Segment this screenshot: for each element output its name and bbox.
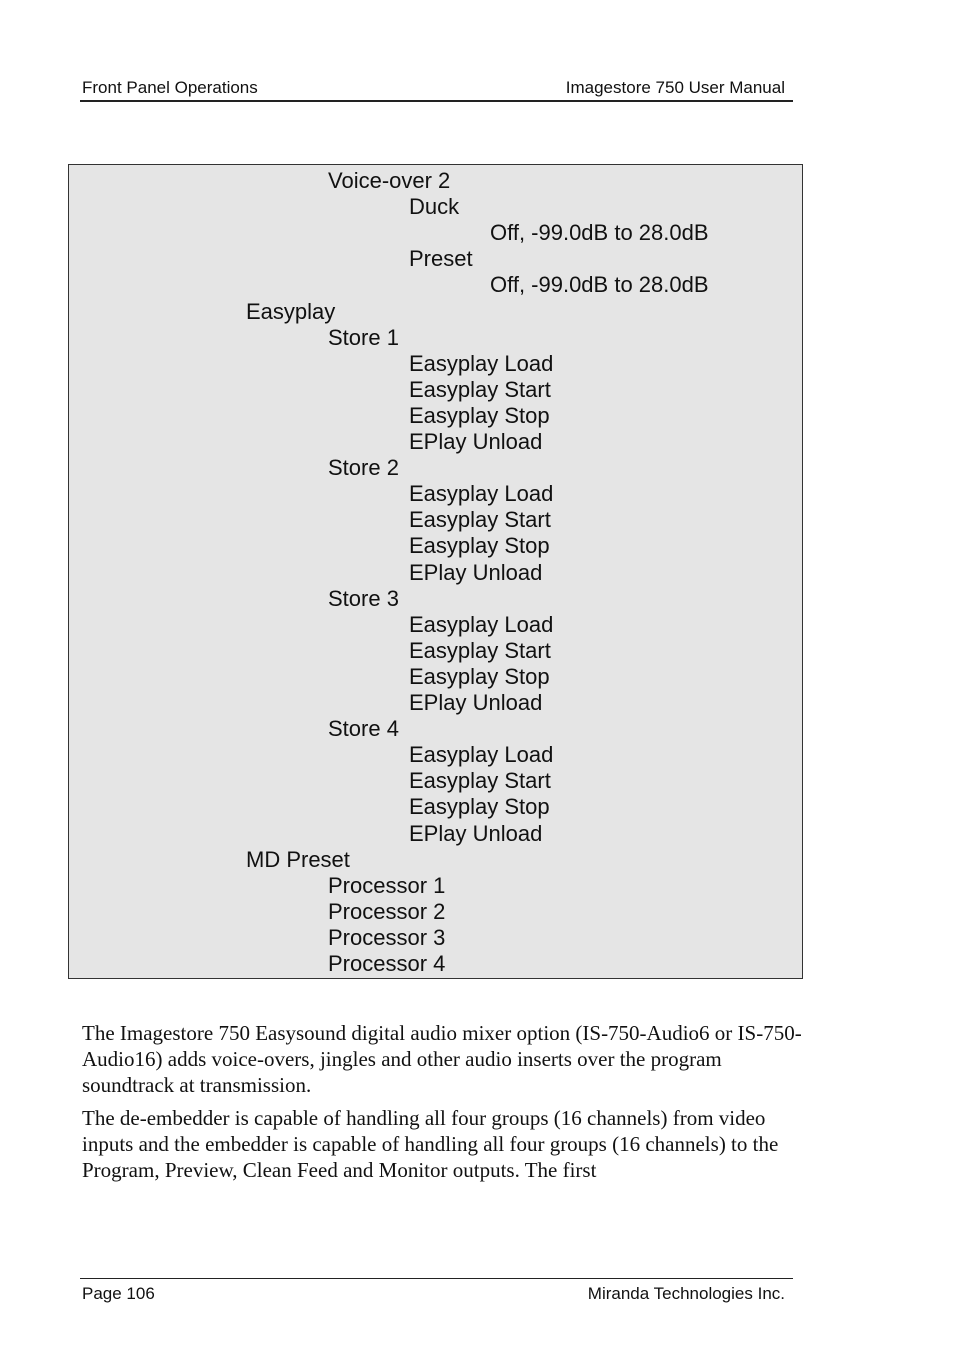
menu-item-level-1: MD Preset — [246, 846, 350, 872]
menu-item-level-3: Preset — [409, 246, 473, 272]
footer-company: Miranda Technologies Inc. — [587, 1284, 785, 1303]
menu-item-level-3: EPlay Unload — [409, 429, 543, 454]
menu-item-level-3: Easyplay Stop — [409, 794, 550, 820]
header-manual-title: Imagestore 750 User Manual — [565, 78, 785, 97]
menu-item-level-4: Off, -99.0dB to 28.0dB — [490, 272, 709, 298]
menu-item-level-2: Store 4 — [328, 716, 399, 742]
page-header — [80, 76, 793, 102]
menu-item-level-3: Easyplay Load — [409, 350, 554, 376]
body-paragraph-1: The Imagestore 750 Easysound digital audio mixer option (IS-750-Audio6 or IS-750-Audio16) adds voice-overs, jingles and other audio inserts over the program soundtrack at transmission. — [82, 1021, 802, 1097]
menu-item-level-3: Easyplay Stop — [409, 402, 550, 428]
menu-item-level-2: Voice-over 2 — [328, 168, 451, 193]
menu-item-level-3: Easyplay Stop — [409, 663, 550, 689]
menu-item-level-2: Processor 1 — [328, 872, 446, 898]
body-paragraph-2: The de-embedder is capable of handling all four groups (16 channels) from video inputs and the embedder is capable of handling all four groups (16 channels) to the Program, Preview, Clean Feed and Monitor outputs. The first — [82, 1106, 779, 1182]
menu-item-level-2: Store 3 — [328, 585, 399, 611]
menu-item-level-3: Easyplay Start — [409, 507, 551, 533]
menu-item-level-3: EPlay Unload — [409, 690, 543, 715]
page-number: Page 106 — [82, 1284, 155, 1303]
menu-item-level-3: Duck — [409, 194, 460, 220]
menu-item-level-3: Easyplay Load — [409, 742, 554, 768]
menu-item-level-3: Easyplay Stop — [409, 533, 550, 559]
menu-item-level-3: Easyplay Start — [409, 376, 551, 402]
page-footer — [80, 1278, 793, 1307]
menu-item-level-3: Easyplay Start — [409, 768, 551, 794]
menu-item-level-3: EPlay Unload — [409, 559, 543, 585]
menu-tree-box — [68, 164, 803, 979]
menu-item-level-3: EPlay Unload — [409, 820, 543, 846]
menu-item-level-2: Processor 4 — [328, 951, 446, 976]
menu-item-level-3: Easyplay Start — [409, 637, 551, 663]
header-section-title: Front Panel Operations — [82, 78, 258, 97]
menu-item-level-3: Easyplay Load — [409, 481, 554, 507]
menu-item-level-2: Processor 2 — [328, 898, 446, 924]
menu-item-level-3: Easyplay Load — [409, 611, 554, 637]
menu-item-level-1: Easyplay — [246, 298, 336, 324]
menu-item-level-4: Off, -99.0dB to 28.0dB — [490, 220, 709, 246]
menu-item-level-2: Processor 3 — [328, 924, 446, 950]
menu-item-level-2: Store 1 — [328, 324, 399, 350]
menu-item-level-2: Store 2 — [328, 455, 399, 481]
